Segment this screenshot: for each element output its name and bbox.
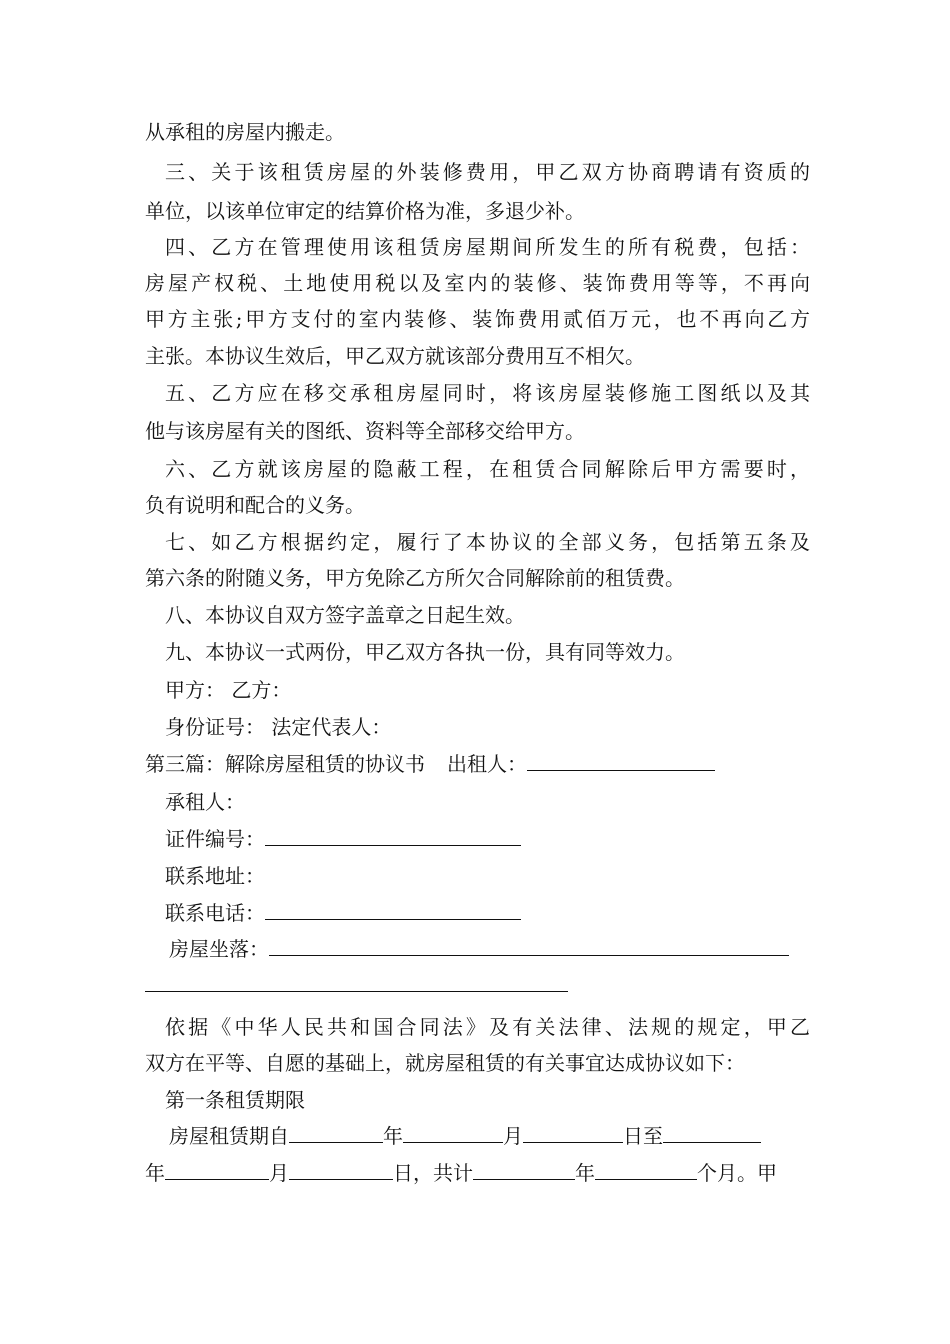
phone-line (145, 898, 810, 928)
end-day-blank (289, 1159, 393, 1180)
id-blank (265, 825, 521, 846)
location-line (145, 934, 810, 964)
id-line (145, 824, 810, 854)
third-section-line (145, 749, 810, 779)
term2-month: 月 (269, 1161, 289, 1185)
clause-8: 八、本协议自双方签字盖章之日起生效。 (165, 603, 525, 627)
paragraph-line: 从承租的房屋内搬走。 (145, 120, 345, 144)
location-blank (269, 935, 789, 956)
phone-label: 联系电话： (165, 901, 265, 925)
signature-ids: 身份证号： 法定代表人： (165, 715, 392, 739)
phone-blank (265, 899, 521, 920)
term2-day-total: 日，共计 (393, 1161, 473, 1185)
lessor-blank (527, 750, 715, 771)
id-label: 证件编号： (165, 827, 265, 851)
term-prefix: 房屋租赁期自 (169, 1124, 289, 1148)
lessee-label: 承租人： (165, 790, 245, 814)
clause-5-line-2: 他与该房屋有关的图纸、资料等全部移交给甲方。 (145, 419, 585, 443)
basis-line-1: 依据《中华人民共和国合同法》及有关法律、法规的规定，甲乙 (165, 1015, 810, 1039)
end-month-blank (165, 1159, 269, 1180)
clause-6-line-2: 负有说明和配合的义务。 (145, 493, 365, 517)
clause-5-line-1: 五、乙方应在移交承租房屋同时，将该房屋装修施工图纸以及其 (165, 381, 810, 405)
term-month: 月 (503, 1124, 523, 1148)
end-year-blank (663, 1122, 761, 1143)
start-day-blank (523, 1122, 623, 1143)
term-year: 年 (383, 1124, 403, 1148)
term-line-1 (145, 1121, 810, 1151)
signature-parties: 甲方： 乙方： (165, 678, 292, 702)
term2-year: 年 (145, 1161, 165, 1185)
address-line (145, 861, 810, 891)
term2-months: 个月。甲 (697, 1161, 777, 1185)
location-blank-continued (145, 991, 568, 992)
lessor-label: 出租人： (447, 752, 527, 776)
basis-line-2: 双方在平等、自愿的基础上，就房屋租赁的有关事宜达成协议如下： (145, 1051, 745, 1075)
article-1-title: 第一条租赁期限 (165, 1088, 305, 1112)
start-month-blank (403, 1122, 503, 1143)
third-section-title: 第三篇：解除房屋租赁的协议书 (145, 752, 425, 776)
clause-7-line-1: 七、如乙方根据约定，履行了本协议的全部义务，包括第五条及 (165, 530, 810, 554)
total-years-blank (473, 1159, 575, 1180)
term2-year2: 年 (575, 1161, 595, 1185)
clause-7-line-2: 第六条的附随义务，甲方免除乙方所欠合同解除前的租赁费。 (145, 566, 685, 590)
clause-3-line-2: 单位，以该单位审定的结算价格为准，多退少补。 (145, 199, 585, 223)
clause-9: 九、本协议一式两份，甲乙双方各执一份，具有同等效力。 (165, 640, 685, 664)
term-line-2 (145, 1158, 810, 1188)
clause-6-line-1: 六、乙方就该房屋的隐蔽工程，在租赁合同解除后甲方需要时， (165, 457, 810, 481)
term-day-to: 日至 (623, 1124, 663, 1148)
start-year-blank (289, 1122, 383, 1143)
clause-4-line-4: 主张。本协议生效后，甲乙双方就该部分费用互不相欠。 (145, 344, 645, 368)
location-label: 房屋坐落： (169, 937, 269, 961)
clause-3-line-1: 三、关于该租赁房屋的外装修费用，甲乙双方协商聘请有资质的 (165, 160, 810, 184)
lessee-line (145, 787, 810, 817)
clause-4-line-1: 四、乙方在管理使用该租赁房屋期间所发生的所有税费，包括： (165, 235, 810, 259)
total-months-blank (595, 1159, 697, 1180)
clause-4-line-3: 甲方主张;甲方支付的室内装修、装饰费用贰佰万元，也不再向乙方 (145, 307, 810, 331)
address-label: 联系地址： (165, 864, 265, 888)
clause-4-line-2: 房屋产权税、土地使用税以及室内的装修、装饰费用等等，不再向 (145, 271, 810, 295)
